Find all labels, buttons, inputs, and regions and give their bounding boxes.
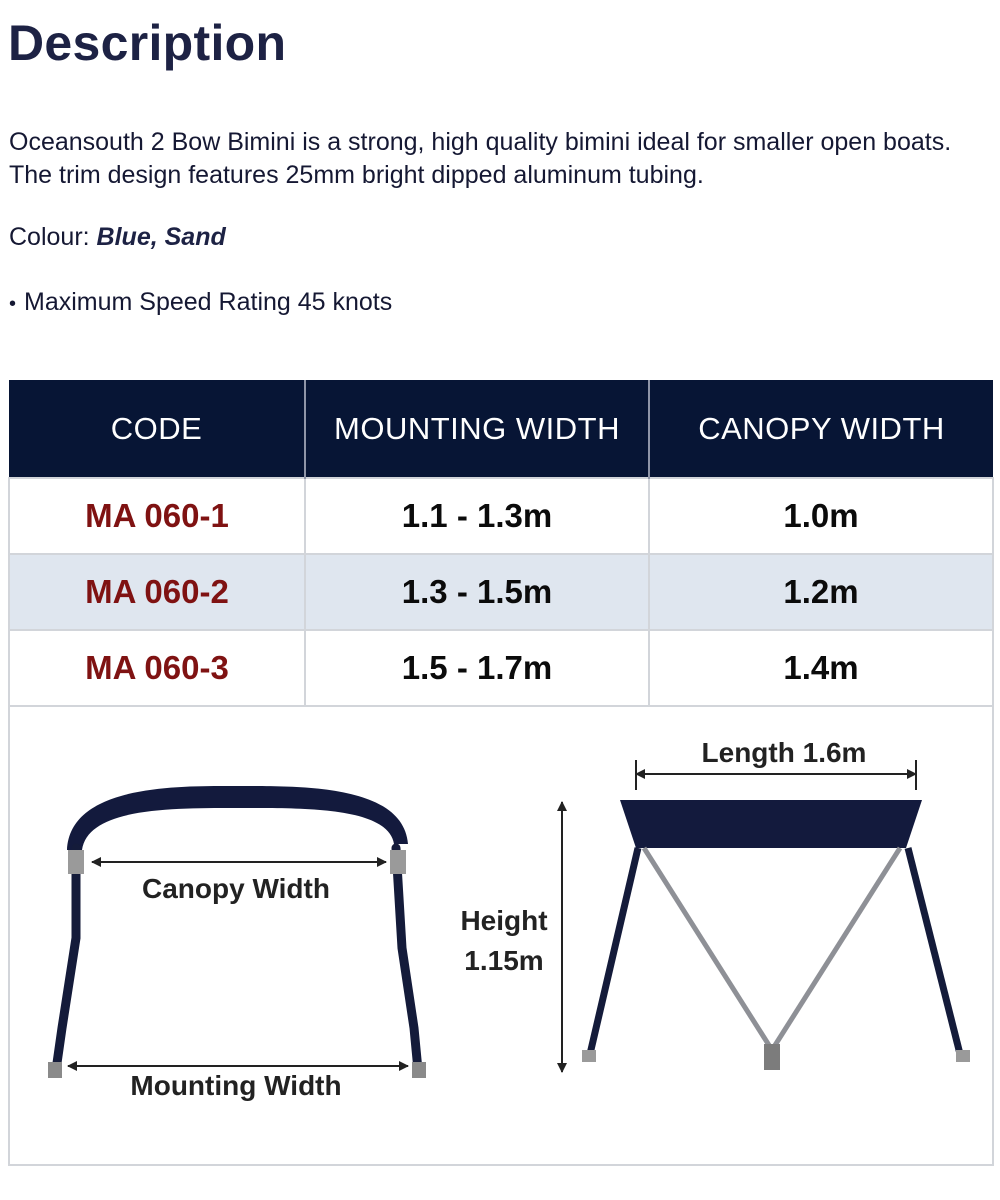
canopy-width-label: Canopy Width (142, 873, 330, 904)
code-cell: MA 060-3 (9, 630, 305, 706)
front-right-base (412, 1062, 426, 1078)
side-center-base (764, 1044, 780, 1070)
side-support-left (644, 848, 772, 1050)
side-rear-leg (908, 848, 960, 1054)
table-row (9, 554, 993, 630)
side-rear-base (956, 1050, 970, 1062)
table-row (9, 630, 993, 706)
canopy-width-cell: 1.2m (649, 554, 993, 630)
front-right-fitting (390, 850, 406, 874)
side-support-right (772, 848, 900, 1050)
table-header-row (9, 380, 993, 478)
side-view-diagram (460, 737, 970, 1072)
bullet-marker: • (9, 293, 17, 315)
product-intro: Oceansouth 2 Bow Bimini is a strong, high quality bimini ideal for smaller open boats. The trim design features 25mm bright dipped aluminum tubing. (9, 128, 952, 189)
colour-label: Colour: (9, 223, 90, 251)
bimini-diagram-svg (10, 698, 992, 1164)
description-heading: Description (8, 15, 287, 71)
mounting-width-cell: 1.3 - 1.5m (305, 554, 649, 630)
front-left-fitting (68, 850, 84, 874)
colour-value: Blue, Sand (96, 223, 226, 251)
speed-rating-bullet (9, 288, 392, 317)
mounting-width-label: Mounting Width (130, 1070, 342, 1101)
side-canopy (620, 800, 922, 848)
canopy-width-cell: 1.0m (649, 478, 993, 554)
code-cell: MA 060-1 (9, 478, 305, 554)
mounting-width-cell: 1.1 - 1.3m (305, 478, 649, 554)
code-cell: MA 060-2 (9, 554, 305, 630)
front-view-diagram (48, 786, 426, 1101)
table-row (9, 478, 993, 554)
side-front-leg (590, 848, 638, 1054)
height-label-line2: 1.15m (464, 945, 544, 976)
front-left-leg (56, 848, 76, 1070)
header-canopy-width: CANOPY WIDTH (649, 380, 993, 478)
header-code: CODE (9, 380, 305, 478)
length-label: Length 1.6m (701, 737, 867, 768)
speed-rating-text: Maximum Speed Rating 45 knots (24, 288, 393, 316)
canopy-width-cell: 1.4m (649, 630, 993, 706)
height-label-line1: Height (460, 905, 548, 936)
size-table (8, 380, 994, 707)
front-right-leg (396, 848, 418, 1070)
colour-line (9, 223, 226, 252)
header-mounting-width: MOUNTING WIDTH (305, 380, 649, 478)
mounting-width-cell: 1.5 - 1.7m (305, 630, 649, 706)
side-front-base (582, 1050, 596, 1062)
dimension-diagrams (8, 698, 994, 1166)
front-canopy (67, 786, 408, 850)
front-left-base (48, 1062, 62, 1078)
